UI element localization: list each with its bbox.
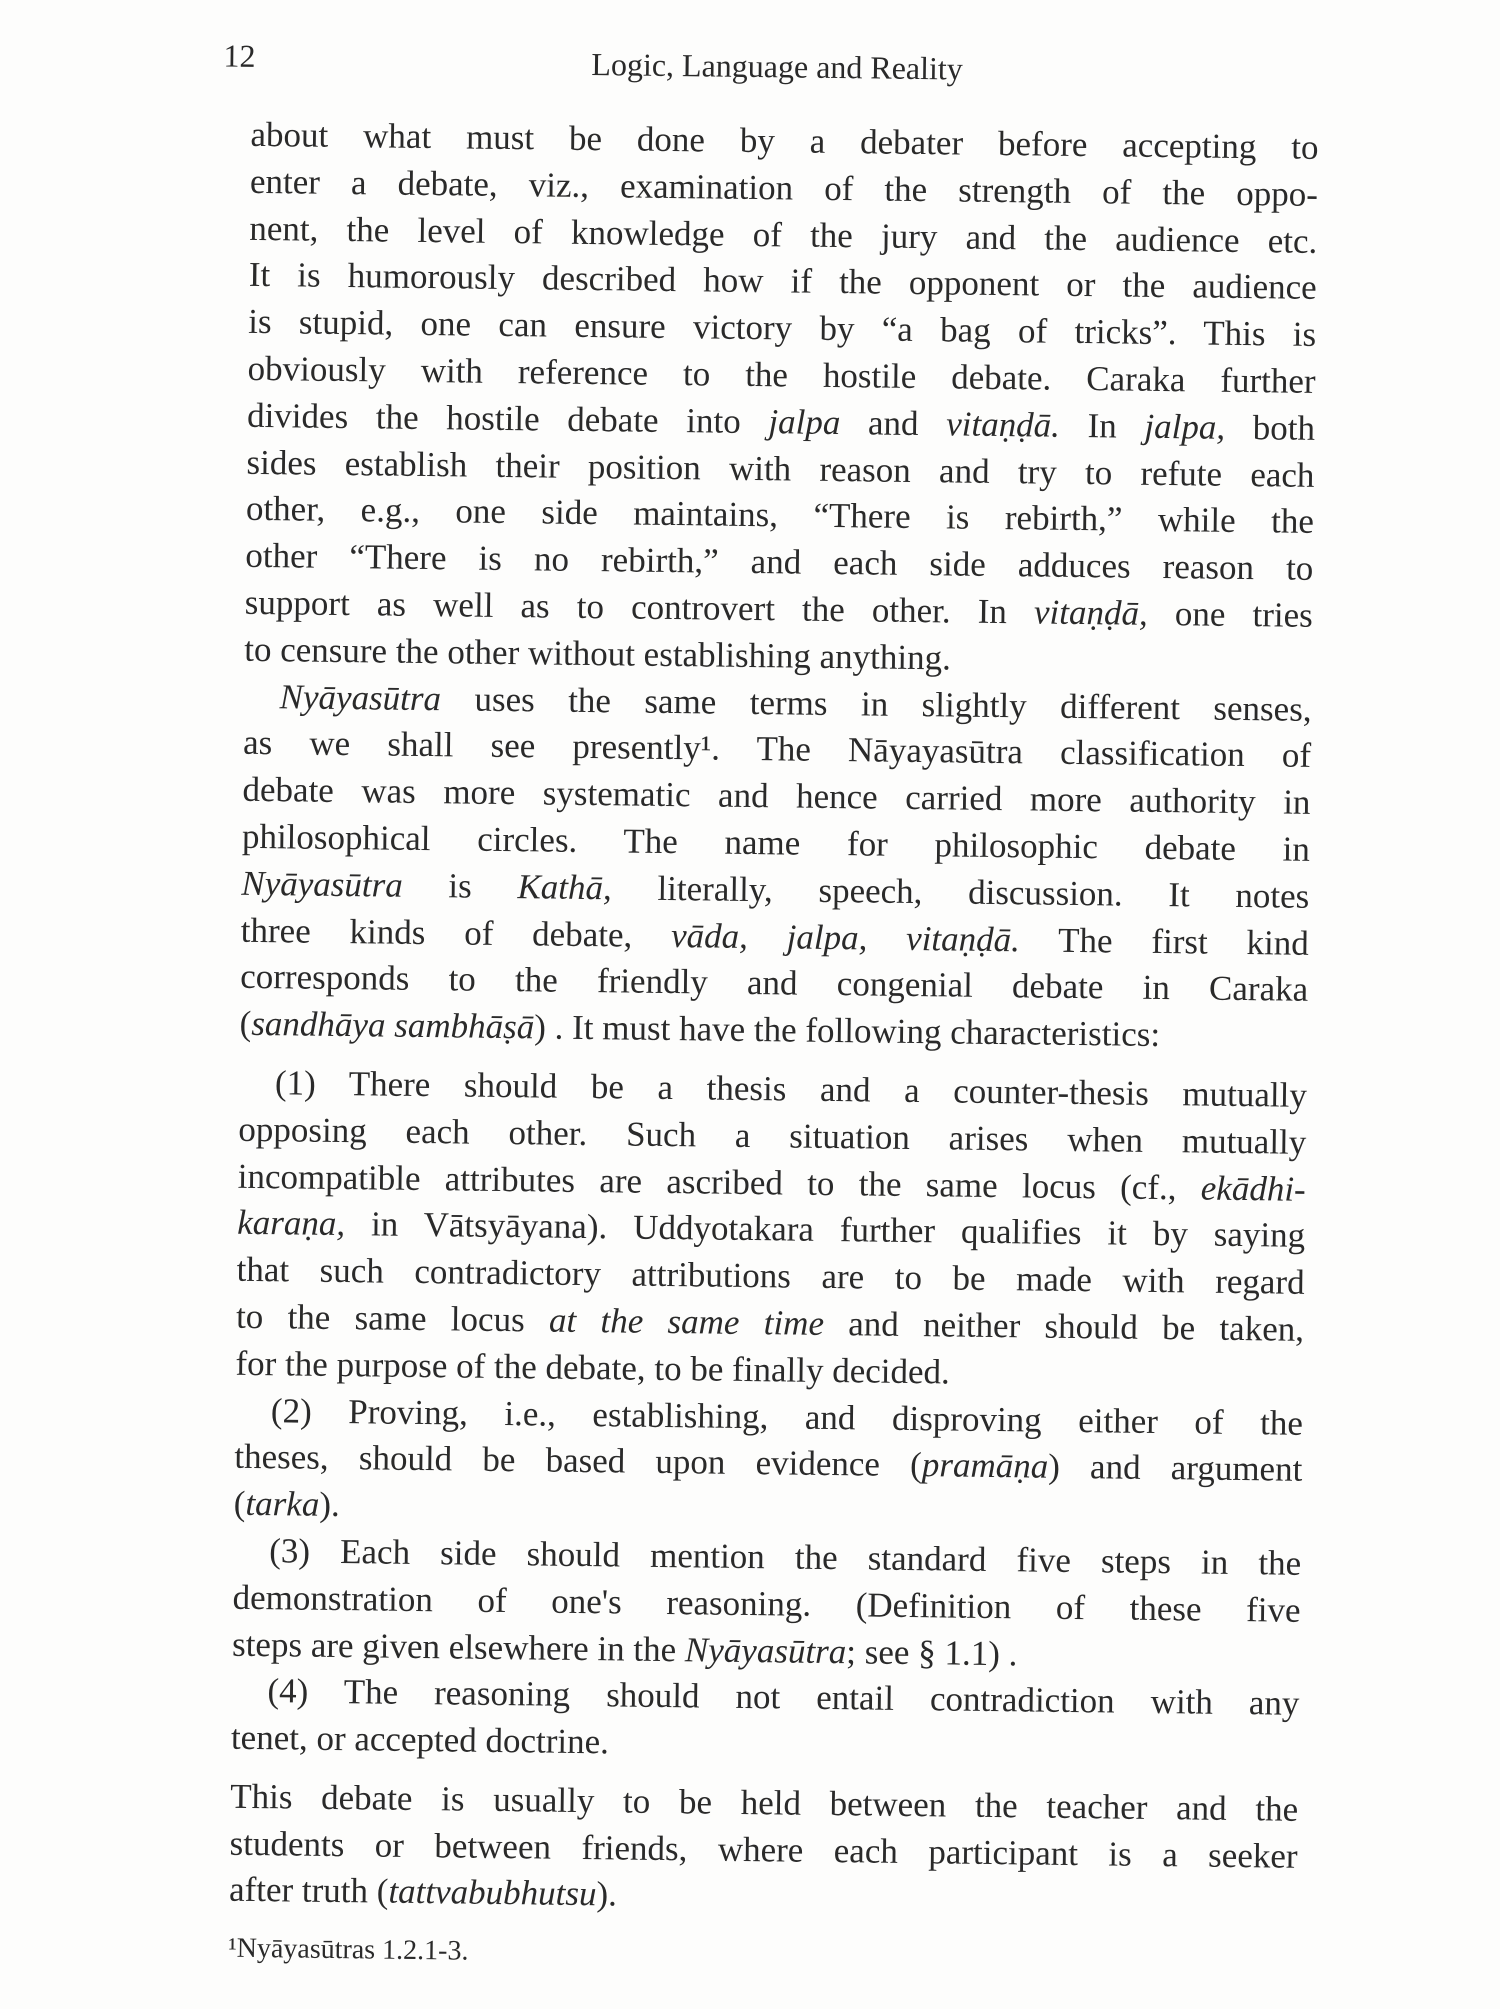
text-run: ) and argument (1047, 1446, 1303, 1490)
paragraph (239, 673, 1311, 1060)
text-run: uses the same terms in slightly different senses, (440, 678, 1312, 729)
text-run: It is humorously described how if the opponent or the audience (248, 255, 1317, 308)
text-run: literally, speech, discussion. It notes (611, 868, 1310, 916)
text-run: obviously with reference to the hostile debate. Caraka further (247, 348, 1316, 401)
text-run: (4) The reasoning should not entail contradiction with any (267, 1671, 1300, 1724)
text-run: corresponds to the friendly and congenial debate in Caraka (240, 957, 1309, 1010)
text-run: that such contradictory attributions are to be made with regard (236, 1249, 1305, 1302)
text-run: nent, the level of knowledge of the jury and the audience etc. (249, 208, 1318, 261)
text-run: The first kind (1019, 919, 1309, 963)
text-run: enter a debate, viz., examination of the strength of the oppo- (249, 161, 1319, 214)
text-run: students or between friends, where each participant is a seeker (229, 1823, 1298, 1876)
text-run: opposing each other. Such a situation arises when mutually (238, 1109, 1307, 1162)
italic-term: karaṇa, (237, 1203, 346, 1244)
text-run: about what must be done by a debater before accepting to (250, 114, 1319, 167)
italic-term: vitaṇḍā. (945, 404, 1061, 445)
text-run: philosophical circles. The name for philosophic debate in (241, 816, 1311, 869)
text-run: in Vātsyāyana). Uddyotakara further qualifies it by saying (344, 1204, 1306, 1256)
paragraph (231, 1668, 1300, 1775)
running-title: Logic, Language and Reality (591, 45, 964, 87)
text-run: and (840, 402, 947, 444)
italic-term: tarka (245, 1483, 320, 1524)
italic-term: ekādhi- (1200, 1168, 1306, 1209)
italic-term: vāda, jalpa, vitaṇḍā. (670, 915, 1021, 959)
italic-term: sandhāya sambhāṣā (251, 1004, 535, 1047)
italic-term: Nyāyasūtra (241, 863, 404, 905)
text-run: support as well as to controvert the other. In (244, 582, 1035, 632)
italic-term: vitaṇḍā, (1033, 592, 1148, 633)
text-run: theses, should be based upon evidence ( (234, 1437, 923, 1485)
text-run: This debate is usually to be held between the teacher and the (229, 1776, 1299, 1829)
italic-term: jalpa (768, 401, 841, 442)
text-run: other, e.g., one side maintains, “There is rebirth,” while the (245, 489, 1315, 542)
italic-term: at the same time (548, 1300, 825, 1343)
text-run: as we shall see presently¹. The Nāyayasūtra classification of (242, 723, 1312, 776)
text-run: divides the hostile debate into (246, 395, 769, 441)
text-run: (1) There should be a thesis and a counter-thesis mutually (274, 1063, 1308, 1115)
paragraph (232, 1528, 1302, 1681)
paragraph (235, 1060, 1307, 1401)
italic-term: Nyāyasūtra (279, 676, 442, 718)
body-text (228, 112, 1319, 1986)
text-run: for the purpose of the debate, to be finally decided. (235, 1343, 951, 1392)
text-run: In (1059, 405, 1145, 446)
text-run: other “There is no rebirth,” and each side adduces reason to (245, 535, 1314, 589)
text-run: debate was more systematic and hence carried more authority in (242, 769, 1311, 822)
italic-term: pramāṇa (921, 1445, 1049, 1486)
text-run: after truth ( (228, 1870, 389, 1912)
italic-term: jalpa, (1144, 406, 1226, 447)
text-run: ). (596, 1874, 618, 1914)
text-run: ( (233, 1483, 246, 1523)
text-run: to censure the other without establishing anything. (244, 629, 952, 678)
paragraph (234, 1387, 1304, 1540)
text-run: is stupid, one can ensure victory by “a bag of tricks”. This is (248, 302, 1317, 355)
text-run: (3) Each side should mention the standard five steps in the (268, 1531, 1302, 1583)
text-run: both (1224, 407, 1316, 448)
italic-term: tattvabubhutsu (388, 1872, 597, 1914)
text-run: tenet, or accepted doctrine. (230, 1717, 610, 1762)
italic-term: Nyāyasūtra (684, 1629, 847, 1671)
text-run: three kinds of debate, (240, 910, 672, 955)
text-run: ; see § 1.1) . (846, 1631, 1018, 1673)
text-run: incompatible attributes are ascribed to the same locus (cf., (237, 1156, 1202, 1208)
text-run: steps are given elsewhere in the (231, 1624, 686, 1669)
text-run: is (402, 865, 518, 906)
text-run: ) . It must have the following characteristics: (534, 1007, 1161, 1055)
text-run: demonstration of one's reasoning. (Definition of these five (232, 1577, 1301, 1630)
paragraph (244, 112, 1319, 687)
text-run: one tries (1147, 593, 1313, 635)
text-run: ( (239, 1003, 252, 1044)
text-run: to the same locus (235, 1296, 550, 1340)
text-run: (2) Proving, i.e., establishing, and disproving either of the (270, 1390, 1304, 1443)
text-run: sides establish their position with reason and try to refute each (246, 442, 1315, 495)
page-number: 12 (223, 37, 256, 74)
paragraph (229, 1774, 1299, 1927)
footnote: ¹Nyāyasūtras 1.2.1-3. (228, 1932, 469, 1967)
text-run: and neither should be taken, (823, 1303, 1305, 1349)
italic-term: Kathā, (517, 866, 613, 908)
text-run: ). (319, 1484, 340, 1525)
